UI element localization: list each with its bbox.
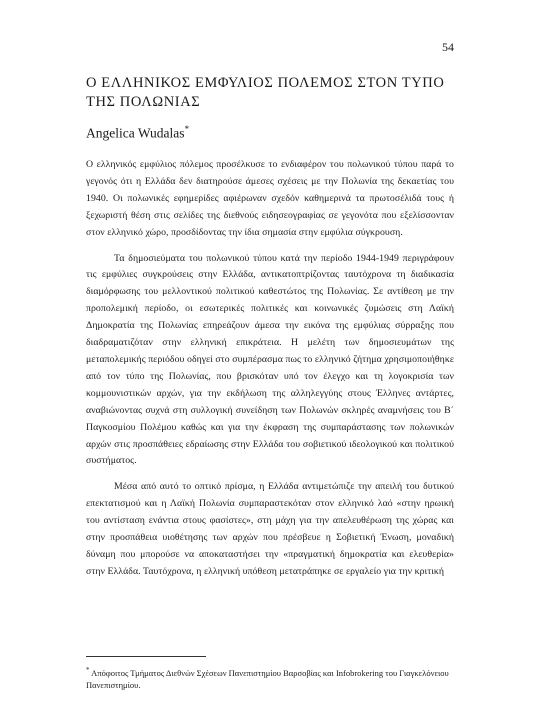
footnote-text: Απόφοιτος Τμήματος Διεθνών Σχέσεων Πανεπιστημίου Βαρσοβίας και Infobrokering του Γιαγκελόνειου Πανεπιστημίου. <box>86 667 449 690</box>
author-name: Angelica Wudalas <box>86 125 185 141</box>
paragraph: Τα δημοσιεύματα του πολωνικού τύπου κατά την περίοδο 1944-1949 περιγράφουν τις εμφύλιες συγκρούσεις στην Ελλάδα, αντικατοπτρίζοντας ταυτόχρονα τη διαδικασία διαμόρφωσης του μελλοντικού πολιτικού καθεστώτος της Πολωνίας. Σε αντίθεση με την προπολεμική περίοδο, οι εσωτερικές πολιτικές και κοινωνικές ζυμώσεις στη Λαϊκή Δημοκρατία της Πολωνίας επηρεάζουν άμεσα την εικόνα της εμφύλιας σύρραξης που διαδραματιζόταν στην ελληνική επικράτεια. Η μελέτη των δημοσιευμάτων της μεταπολεμικής περιόδου οδηγεί στο συμπέρασμα πως το ελληνικό ζήτημα χρησιμοποιήθηκε από τον τύπο της Πολωνίας, που βρισκόταν υπό τον έλεγχο και τη λογοκρισία των κομμουνιστικών αρχών, για την εκδήλωση της αλληλεγγύης στους Έλληνες αντάρτες, αναβιώνοντας συχνά στη συλλογική συνείδηση των Πολωνών σκληρές αναμνήσεις του Β΄ Παγκοσμίου Πολέμου καθώς και για την έκφραση της συμπαράστασης των πολωνικών αρχών στις προσπάθειες εδραίωσης στην Ελλάδα του σοβιετικού ιδεολογικού και πολιτικού συστήματος. <box>86 252 454 467</box>
page-number: 54 <box>442 40 454 54</box>
footnote <box>86 664 454 691</box>
paragraph: Μέσα από αυτό το οπτικό πρίσμα, η Ελλάδα αντιμετώπιζε την απειλή του δυτικού επεκτατισμού και η Λαϊκή Πολωνία συμπαραστεκόταν στον ελληνικό λαό «στην ηρωική του αντίσταση ενάντια στους φασίστες», στη μάχη για την απελευθέρωση της χώρας και στην προσπάθεια υιοθέτησης των αρχών που πρέσβευε η Σοβιετική Ένωση, μοναδική δύναμη που μπορούσε να αποκαταστήσει την «πραγματική δημοκρατία και ελευθερία» στην Ελλάδα. Ταυτόχρονα, η ελληνική υπόθεση μετατράπηκε σε εργαλείο για την κριτική <box>86 481 454 577</box>
article-title: Ο ΕΛΛΗΝΙΚΟΣ ΕΜΦΥΛΙΟΣ ΠΟΛΕΜΟΣ ΣΤΟΝ ΤΥΠΟ ΤΗΣ ΠΟΛΩΝΙΑΣ <box>86 75 445 110</box>
author-footnote-mark: * <box>184 124 190 134</box>
footnote-divider <box>86 656 206 657</box>
article-body <box>86 157 454 590</box>
paragraph: Ο ελληνικός εμφύλιος πόλεμος προσέλκυσε το ενδιαφέρον του πολωνικού τύπου παρά το γεγονός ότι η Ελλάδα δεν διατηρούσε άμεσες σχέσεις με την Πολωνία της δεκαετίας του 1940. Οι πολωνικές εφημερίδες αφιέρωναν σχεδόν καθημερινά τα πρωτοσέλιδά τους ή ξεχωριστή θέση στις σελίδες της διεθνούς ειδησεογραφίας σε γεγονότα που εξελίσσονταν στον ελληνικό χώρο, προσδίδοντας την ίδια σημασία στην εμφύλια σύγκρουση. <box>86 159 454 238</box>
footnote-mark: * <box>86 666 90 674</box>
author-line <box>86 124 189 142</box>
